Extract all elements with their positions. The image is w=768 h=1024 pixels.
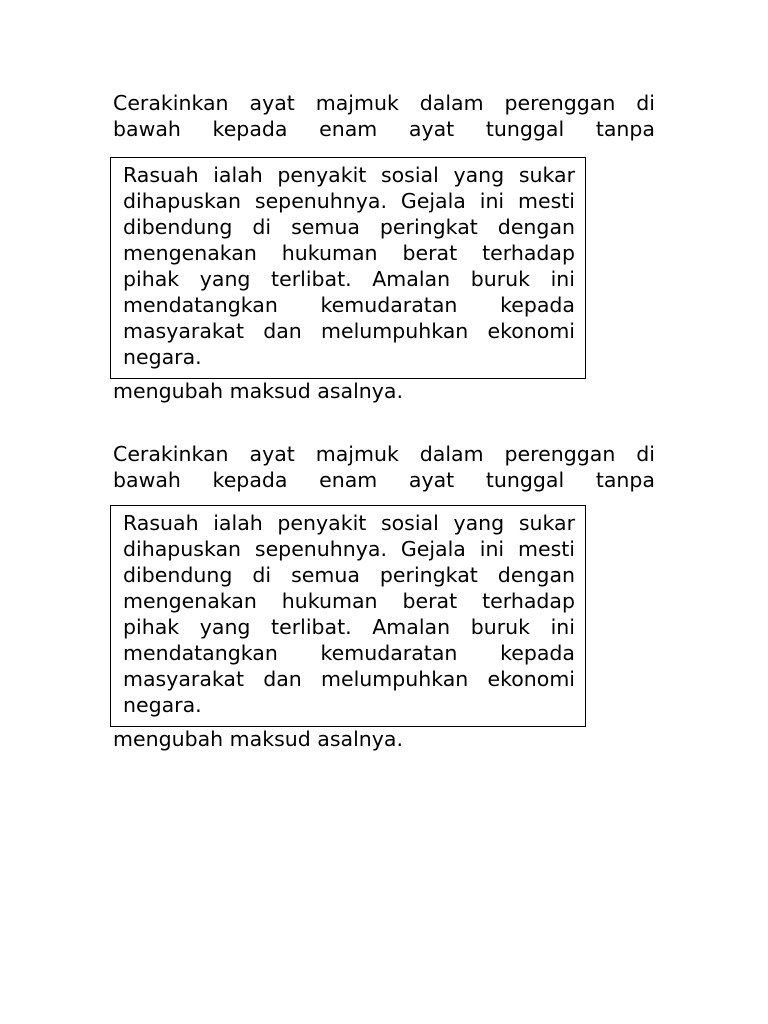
instruction-line-2: bawah kepada enam ayat tunggal tanpa	[113, 468, 655, 492]
instruction-line-1: Cerakinkan ayat majmuk dalam perenggan di	[113, 442, 655, 466]
question-1-passage-box	[110, 157, 586, 379]
passage-text: Rasuah ialah penyakit sosial yang sukar dihapuskan sepenuhnya. Gejala ini mesti dibendung di semua peringkat dengan mengenakan hukuman berat terhadap pihak yang terlibat. Amalan buruk ini mendatangkan kemudaratan kepada masyarakat dan melumpuhkan ekonomi negara.	[123, 163, 575, 369]
question-1-instruction	[113, 90, 655, 142]
passage-text: Rasuah ialah penyakit sosial yang sukar dihapuskan sepenuhnya. Gejala ini mesti dibendung di semua peringkat dengan mengenakan hukuman berat terhadap pihak yang terlibat. Amalan buruk ini mendatangkan kemudaratan kepada masyarakat dan melumpuhkan ekonomi negara.	[123, 511, 575, 717]
question-2-passage-box	[110, 505, 586, 727]
instruction-end: mengubah maksud asalnya.	[113, 727, 403, 751]
instruction-line-1: Cerakinkan ayat majmuk dalam perenggan di	[113, 91, 655, 115]
question-2-instruction	[113, 441, 655, 493]
instruction-line-2: bawah kepada enam ayat tunggal tanpa	[113, 117, 655, 141]
instruction-end: mengubah maksud asalnya.	[113, 379, 403, 403]
